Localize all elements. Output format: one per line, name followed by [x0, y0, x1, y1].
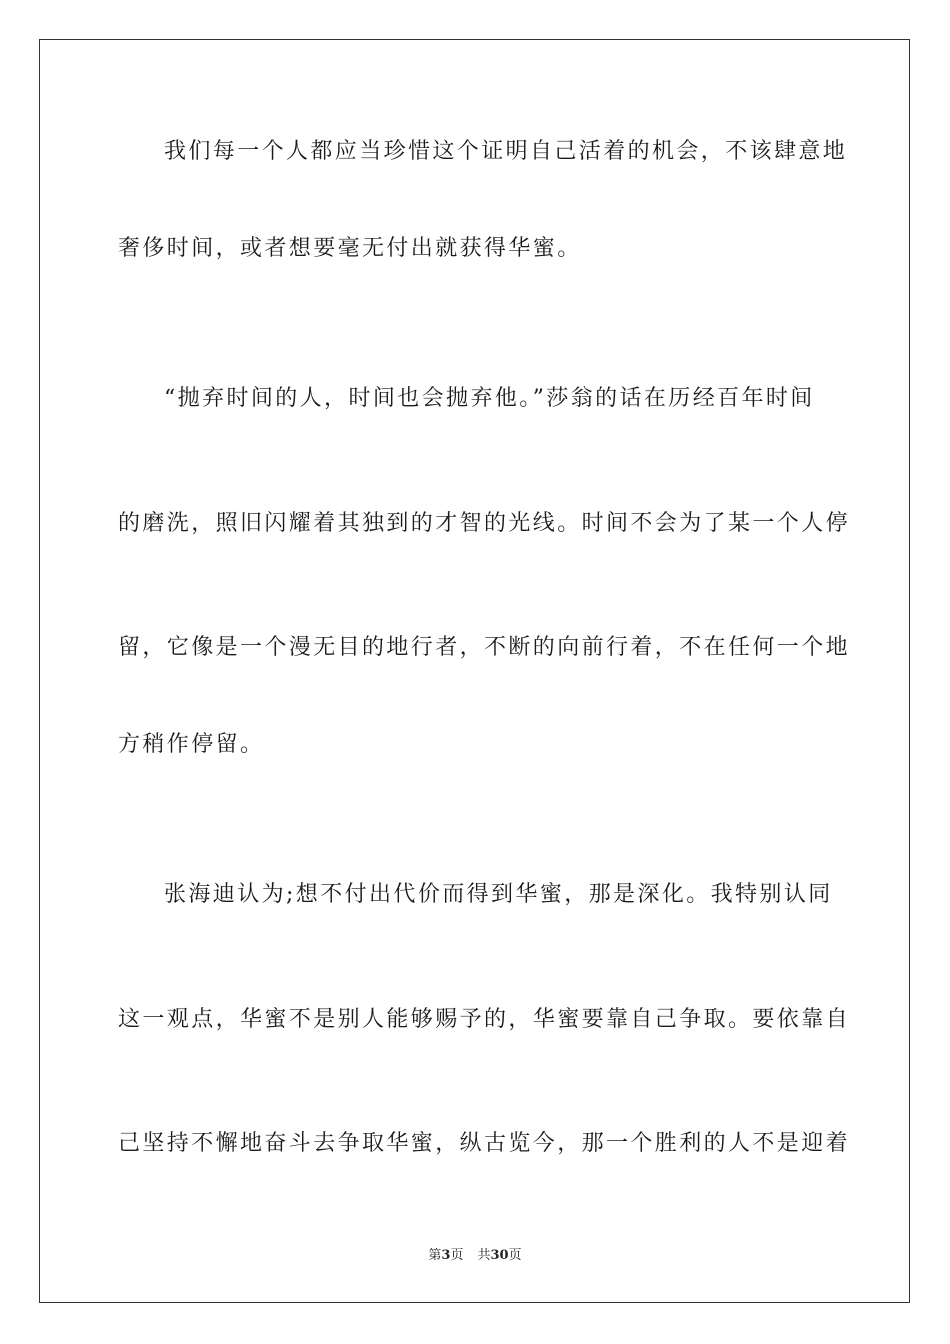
paragraph-line: 留，它像是一个漫无目的地行者，不断的向前行着，不在任何一个地	[118, 635, 851, 660]
footer-total-prefix: 共	[477, 1248, 491, 1263]
paragraph-line: 这一观点，华蜜不是别人能够赐予的，华蜜要靠自己争取。要依靠自	[118, 1007, 851, 1032]
paragraph-line: 我们每一个人都应当珍惜这个证明自己活着的机会，不该肆意地	[164, 139, 848, 164]
page-footer	[0, 1247, 950, 1265]
footer-total-pages: 30	[490, 1248, 509, 1263]
paragraph-line: 的磨洗，照旧闪耀着其独到的才智的光线。时间不会为了某一个人停	[118, 511, 851, 536]
footer-page-number: 3	[441, 1248, 451, 1263]
paragraph-line: 张海迪认为;想不付出代价而得到华蜜，那是深化。我特别认同	[164, 882, 833, 907]
paragraph-line: 方稍作停留。	[118, 732, 265, 757]
footer-page-suffix: 页	[450, 1248, 464, 1263]
page-border	[39, 39, 910, 1303]
footer-total-suffix: 页	[508, 1248, 522, 1263]
footer-page-prefix: 第	[428, 1248, 442, 1263]
paragraph-line: “抛弃时间的人，时间也会抛弃他。”莎翁的话在历经百年时间	[164, 386, 815, 411]
paragraph-line: 己坚持不懈地奋斗去争取华蜜，纵古览今，那一个胜利的人不是迎着	[118, 1131, 851, 1156]
paragraph-line: 奢侈时间，或者想要毫无付出就获得华蜜。	[118, 236, 582, 261]
